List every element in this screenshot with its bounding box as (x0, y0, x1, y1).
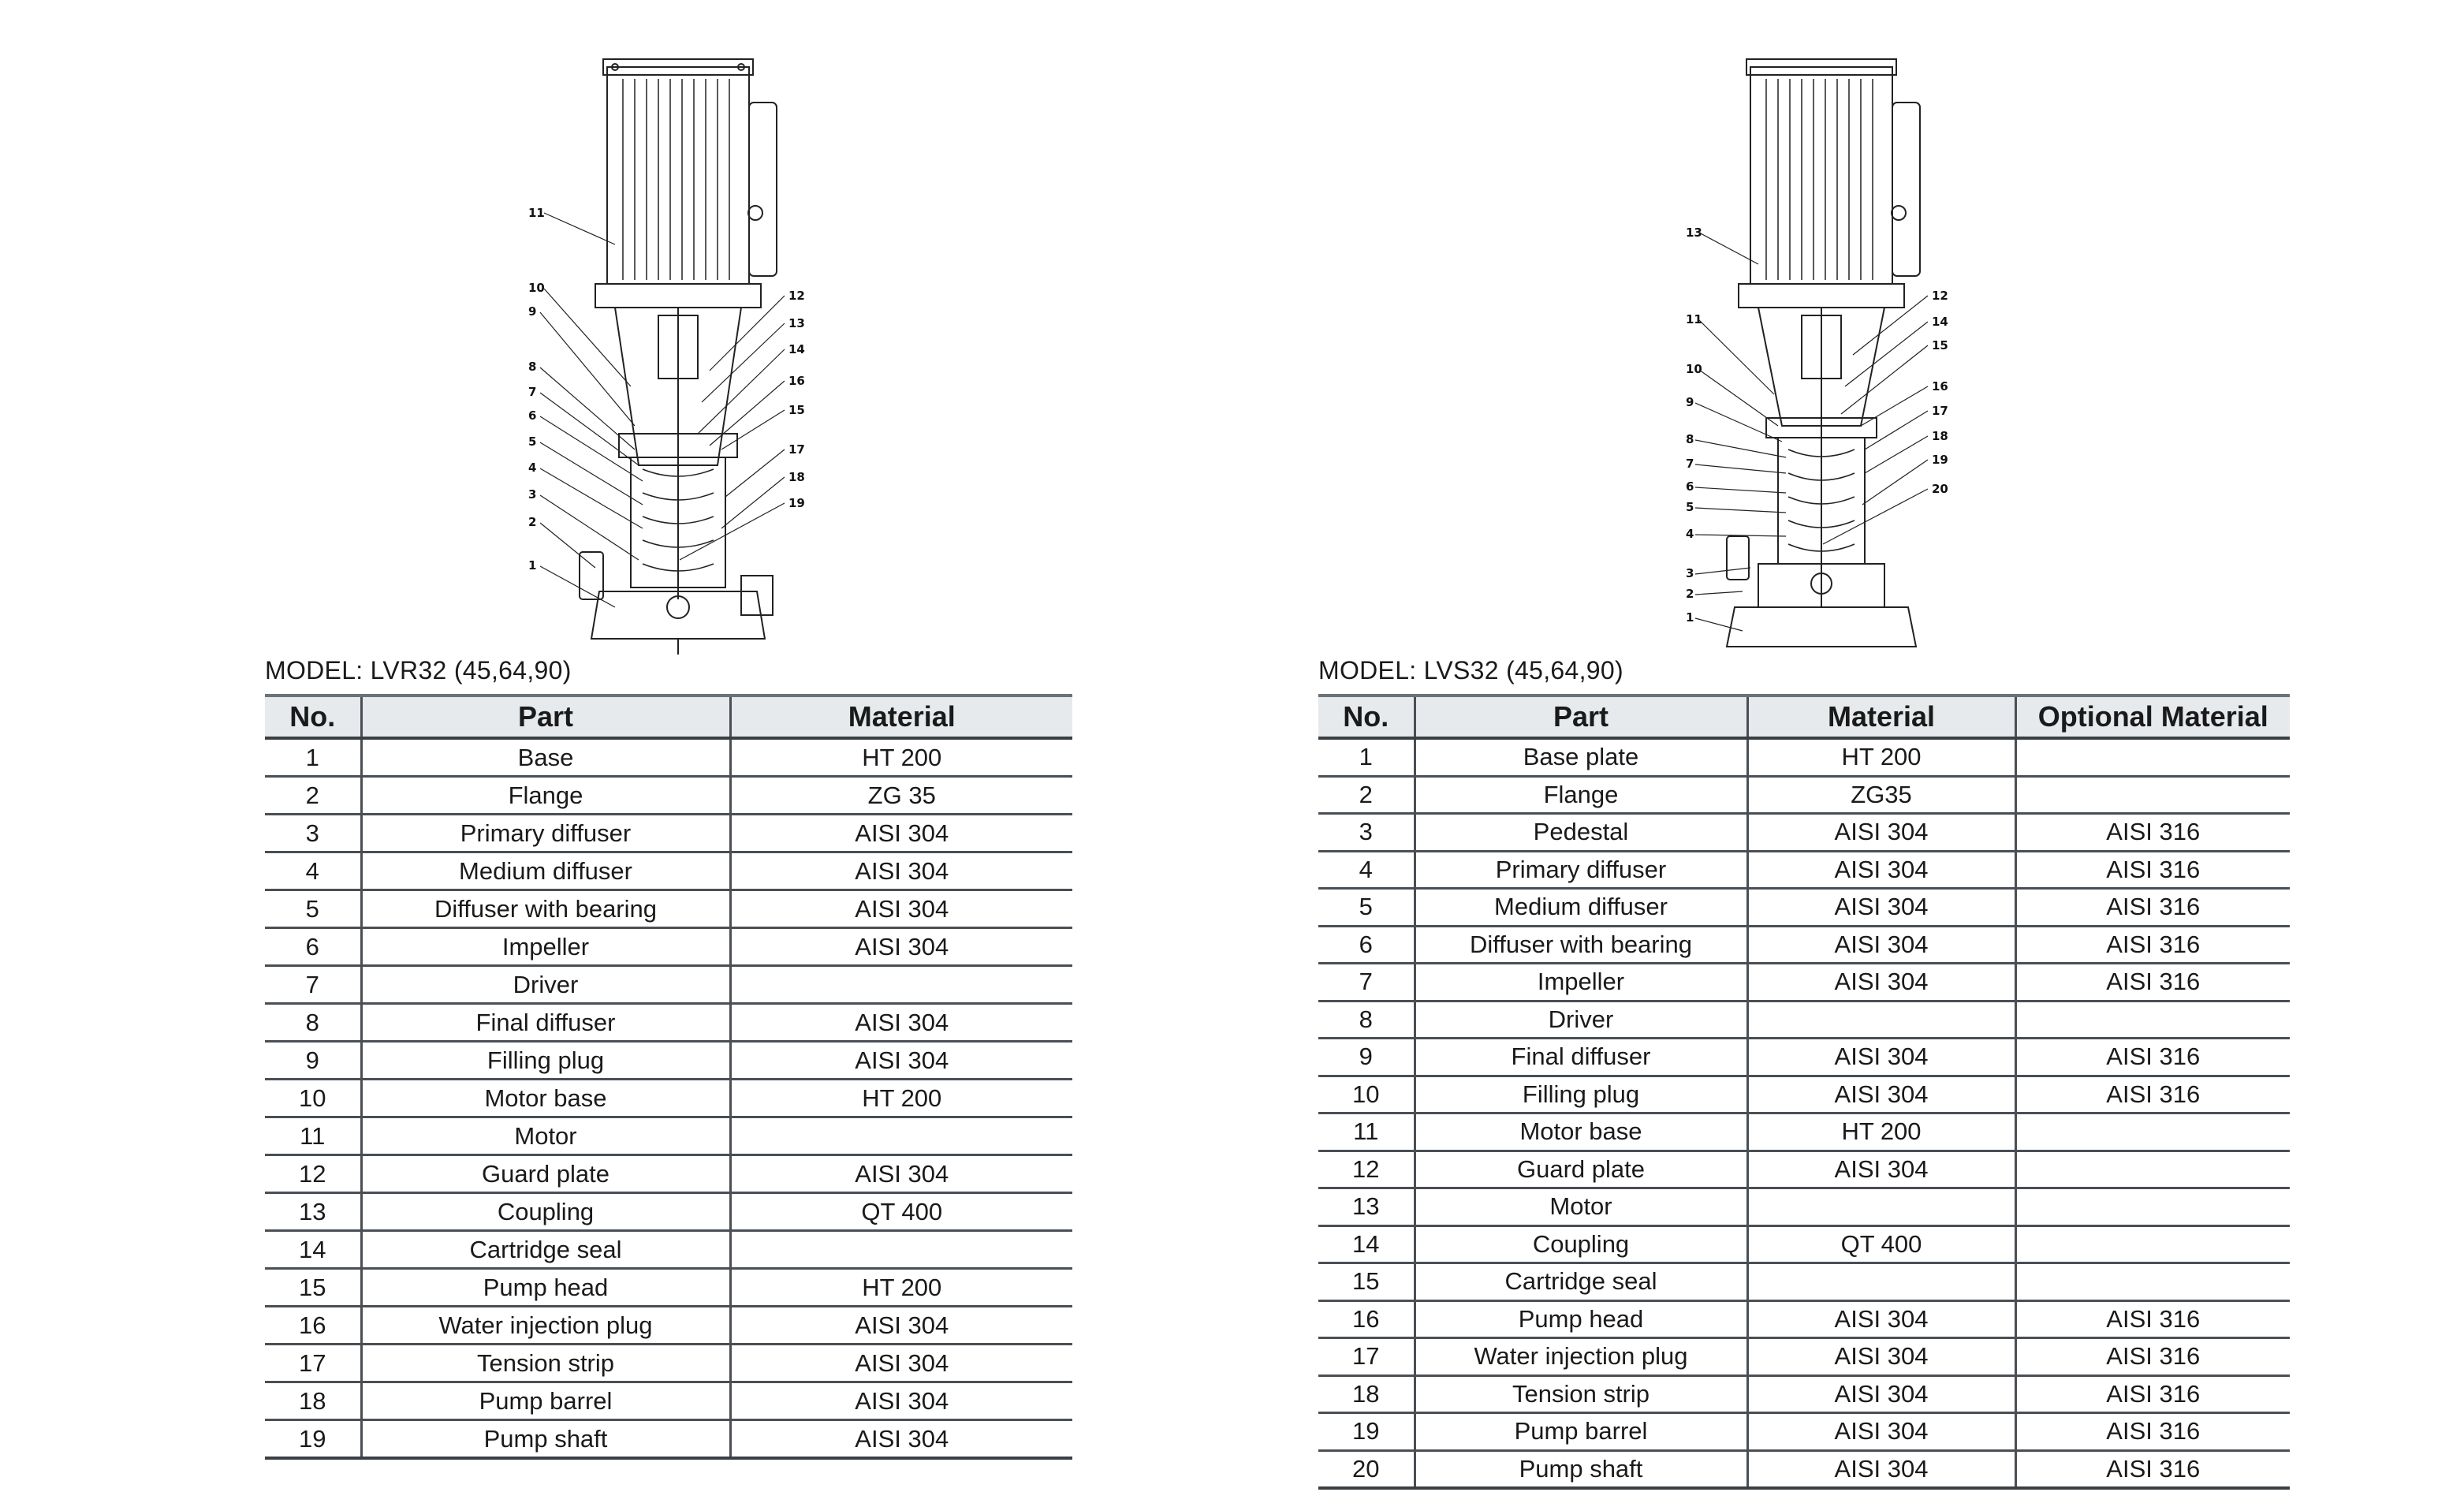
cell-part: Coupling (1415, 1225, 1747, 1263)
cell-part: Flange (1415, 776, 1747, 814)
cell-material: AISI 304 (730, 1382, 1072, 1420)
table-row (1318, 889, 2290, 927)
cell-no: 15 (1318, 1263, 1415, 1301)
cell-material: AISI 304 (730, 815, 1072, 852)
cell-part: Cartridge seal (361, 1231, 730, 1269)
svg-text:16: 16 (1932, 379, 1948, 394)
table-row (265, 852, 1072, 890)
cell-part: Filling plug (1415, 1076, 1747, 1113)
cell-material: AISI 304 (730, 1307, 1072, 1345)
cell-material: AISI 304 (1747, 1151, 2015, 1188)
cell-material: AISI 304 (1747, 1413, 2015, 1451)
svg-text:18: 18 (1932, 429, 1948, 443)
table-row (265, 1155, 1072, 1193)
table-row (265, 1117, 1072, 1155)
svg-text:17: 17 (1932, 404, 1948, 418)
cell-material: AISI 304 (730, 1420, 1072, 1459)
cell-optional-material: AISI 316 (2015, 1300, 2290, 1338)
svg-text:1: 1 (528, 558, 537, 573)
cell-material: AISI 304 (730, 928, 1072, 966)
svg-text:12: 12 (788, 289, 805, 303)
cell-optional-material: AISI 316 (2015, 1375, 2290, 1413)
cell-material (730, 1231, 1072, 1269)
table-row (1318, 851, 2290, 889)
svg-text:15: 15 (788, 403, 805, 417)
svg-text:9: 9 (528, 304, 537, 319)
cell-material: QT 400 (1747, 1225, 2015, 1263)
cell-part: Final diffuser (361, 1004, 730, 1042)
cell-material: HT 200 (730, 738, 1072, 777)
cell-material: HT 200 (730, 1269, 1072, 1307)
svg-text:9: 9 (1686, 395, 1694, 409)
cell-material: AISI 304 (1747, 1076, 2015, 1113)
cell-part: Coupling (361, 1193, 730, 1231)
svg-text:8: 8 (1686, 432, 1694, 446)
table-row (1318, 1113, 2290, 1151)
svg-text:2: 2 (1686, 587, 1694, 601)
cell-material: QT 400 (730, 1193, 1072, 1231)
cell-optional-material (2015, 1263, 2290, 1301)
cell-no: 18 (265, 1382, 361, 1420)
table-row (1318, 1338, 2290, 1376)
cell-optional-material (2015, 1113, 2290, 1151)
svg-text:3: 3 (1686, 566, 1694, 580)
cell-no: 4 (265, 852, 361, 890)
cell-no: 14 (265, 1231, 361, 1269)
terminal-box (749, 103, 777, 276)
svg-text:20: 20 (1932, 482, 1948, 496)
cell-part: Filling plug (361, 1042, 730, 1080)
cell-no: 2 (1318, 776, 1415, 814)
svg-text:16: 16 (788, 374, 805, 388)
cell-part: Motor base (1415, 1113, 1747, 1151)
cell-part: Pump shaft (361, 1420, 730, 1459)
svg-text:5: 5 (1686, 500, 1694, 514)
table-row (265, 1382, 1072, 1420)
cell-no: 1 (1318, 738, 1415, 776)
table-row (265, 1080, 1072, 1117)
cell-material: AISI 304 (1747, 889, 2015, 927)
table-row (265, 966, 1072, 1004)
cell-no: 19 (1318, 1413, 1415, 1451)
pump-schematic-svg (505, 55, 867, 655)
svg-text:11: 11 (1686, 312, 1702, 326)
cell-material: AISI 304 (1747, 1300, 2015, 1338)
parts-table-lvr32 (265, 694, 1072, 1460)
cell-material: ZG35 (1747, 776, 2015, 814)
cell-material: ZG 35 (730, 777, 1072, 815)
table-row (1318, 1375, 2290, 1413)
cell-no: 10 (265, 1080, 361, 1117)
cell-material: HT 200 (1747, 1113, 2015, 1151)
table-row (1318, 1039, 2290, 1076)
header-part: Part (361, 696, 730, 738)
cell-part: Medium diffuser (1415, 889, 1747, 927)
table-row (265, 738, 1072, 777)
cell-optional-material (2015, 776, 2290, 814)
cell-no: 15 (265, 1269, 361, 1307)
cell-material (730, 966, 1072, 1004)
cell-part: Water injection plug (1415, 1338, 1747, 1376)
cell-no: 2 (265, 777, 361, 815)
cell-optional-material: AISI 316 (2015, 1413, 2290, 1451)
cell-material (1747, 1001, 2015, 1039)
table-row (265, 928, 1072, 966)
cell-part: Base plate (1415, 738, 1747, 776)
cell-optional-material: AISI 316 (2015, 1338, 2290, 1376)
svg-text:10: 10 (528, 281, 545, 295)
cell-material: AISI 304 (730, 1155, 1072, 1193)
cell-part: Driver (361, 966, 730, 1004)
cell-no: 17 (265, 1345, 361, 1382)
svg-text:13: 13 (1686, 226, 1702, 240)
cell-optional-material: AISI 316 (2015, 814, 2290, 852)
cell-no: 12 (265, 1155, 361, 1193)
cell-part: Motor (1415, 1188, 1747, 1226)
callout-11: 11 (528, 206, 545, 220)
cell-part: Pump head (1415, 1300, 1747, 1338)
cell-part: Motor (361, 1117, 730, 1155)
cell-material: AISI 304 (1747, 851, 2015, 889)
cell-no: 18 (1318, 1375, 1415, 1413)
svg-text:12: 12 (1932, 289, 1948, 303)
cell-material: AISI 304 (730, 1042, 1072, 1080)
parts-table-lvs32 (1318, 694, 2290, 1490)
cell-part: Pump shaft (1415, 1450, 1747, 1488)
motor-housing (607, 67, 749, 284)
motor-housing (1750, 67, 1892, 284)
cell-part: Pedestal (1415, 814, 1747, 852)
svg-text:14: 14 (1932, 315, 1948, 329)
cell-material: AISI 304 (1747, 926, 2015, 964)
cell-part: Flange (361, 777, 730, 815)
cell-part: Cartridge seal (1415, 1263, 1747, 1301)
cell-no: 9 (265, 1042, 361, 1080)
cell-part: Base (361, 738, 730, 777)
pump-drawing-lvs32 (1648, 55, 2011, 655)
table-row (1318, 1001, 2290, 1039)
cell-optional-material: AISI 316 (2015, 851, 2290, 889)
cell-material: AISI 304 (1747, 1375, 2015, 1413)
svg-text:7: 7 (528, 385, 537, 399)
svg-text:17: 17 (788, 442, 805, 457)
cell-part: Guard plate (361, 1155, 730, 1193)
table-row (1318, 1450, 2290, 1488)
cell-no: 14 (1318, 1225, 1415, 1263)
cell-optional-material: AISI 316 (2015, 1039, 2290, 1076)
cell-no: 12 (1318, 1151, 1415, 1188)
cell-material: AISI 304 (1747, 964, 2015, 1002)
cell-part: Primary diffuser (361, 815, 730, 852)
cell-no: 11 (1318, 1113, 1415, 1151)
cell-optional-material: AISI 316 (2015, 1450, 2290, 1488)
table-row (265, 1042, 1072, 1080)
cell-optional-material (2015, 1151, 2290, 1188)
svg-text:18: 18 (788, 470, 805, 484)
cell-optional-material: AISI 316 (2015, 964, 2290, 1002)
table-row (265, 1004, 1072, 1042)
cell-no: 7 (1318, 964, 1415, 1002)
svg-text:15: 15 (1932, 338, 1948, 352)
cell-part: Pump barrel (361, 1382, 730, 1420)
svg-text:19: 19 (1932, 453, 1948, 467)
svg-text:3: 3 (528, 487, 537, 502)
table-row (265, 1231, 1072, 1269)
cell-material: AISI 304 (730, 1345, 1072, 1382)
table-row (265, 890, 1072, 928)
cell-part: Impeller (361, 928, 730, 966)
svg-text:6: 6 (1686, 479, 1694, 494)
cell-optional-material (2015, 1188, 2290, 1226)
header-part: Part (1415, 696, 1747, 738)
cell-no: 9 (1318, 1039, 1415, 1076)
cell-no: 16 (1318, 1300, 1415, 1338)
cell-no: 7 (265, 966, 361, 1004)
header-no: No. (1318, 696, 1415, 738)
cell-material: AISI 304 (1747, 1450, 2015, 1488)
table-row (1318, 1263, 2290, 1301)
table-row (1318, 1076, 2290, 1113)
cell-part: Pump head (361, 1269, 730, 1307)
cell-no: 8 (265, 1004, 361, 1042)
terminal-box (1892, 103, 1920, 276)
cell-optional-material: AISI 316 (2015, 926, 2290, 964)
svg-text:4: 4 (1686, 527, 1694, 541)
cell-optional-material: AISI 316 (2015, 889, 2290, 927)
header-material: Material (1747, 696, 2015, 738)
cell-no: 3 (265, 815, 361, 852)
svg-text:6: 6 (528, 408, 537, 423)
cell-no: 4 (1318, 851, 1415, 889)
pump-schematic-svg (1648, 55, 2011, 655)
cell-material (1747, 1263, 2015, 1301)
cell-optional-material (2015, 738, 2290, 776)
table-row (265, 1307, 1072, 1345)
cell-no: 1 (265, 738, 361, 777)
header-row (265, 696, 1072, 738)
cell-no: 3 (1318, 814, 1415, 852)
svg-text:19: 19 (788, 496, 805, 510)
cell-material (730, 1117, 1072, 1155)
table-row (1318, 1413, 2290, 1451)
table-row (265, 1420, 1072, 1459)
table-row (1318, 814, 2290, 852)
cell-no: 5 (265, 890, 361, 928)
svg-text:8: 8 (528, 360, 537, 374)
table-row (265, 815, 1072, 852)
cell-material: HT 200 (1747, 738, 2015, 776)
cell-optional-material (2015, 1225, 2290, 1263)
cell-no: 13 (265, 1193, 361, 1231)
cell-no: 11 (265, 1117, 361, 1155)
table-row (1318, 926, 2290, 964)
cell-part: Medium diffuser (361, 852, 730, 890)
table-row (265, 1193, 1072, 1231)
cell-no: 8 (1318, 1001, 1415, 1039)
cell-no: 13 (1318, 1188, 1415, 1226)
cell-part: Impeller (1415, 964, 1747, 1002)
cell-no: 16 (265, 1307, 361, 1345)
cell-material: AISI 304 (1747, 1338, 2015, 1376)
cell-optional-material (2015, 1001, 2290, 1039)
header-optional-material: Optional Material (2015, 696, 2290, 738)
table-row (265, 777, 1072, 815)
table-row (1318, 738, 2290, 776)
cell-part: Motor base (361, 1080, 730, 1117)
table-row (265, 1345, 1072, 1382)
svg-text:13: 13 (788, 316, 805, 330)
svg-text:2: 2 (528, 515, 537, 529)
cell-material: AISI 304 (1747, 1039, 2015, 1076)
cell-optional-material: AISI 316 (2015, 1076, 2290, 1113)
svg-text:5: 5 (528, 435, 537, 449)
svg-text:10: 10 (1686, 362, 1702, 376)
cell-no: 5 (1318, 889, 1415, 927)
svg-text:4: 4 (528, 461, 537, 475)
cell-no: 19 (265, 1420, 361, 1459)
cell-part: Water injection plug (361, 1307, 730, 1345)
svg-text:14: 14 (788, 342, 805, 356)
table-row (1318, 1188, 2290, 1226)
cell-material: HT 200 (730, 1080, 1072, 1117)
table-row (1318, 1300, 2290, 1338)
model-title-lvr32: MODEL: LVR32 (45,64,90) (265, 656, 572, 684)
model-title-lvs32: MODEL: LVS32 (45,64,90) (1318, 656, 1623, 684)
cell-material: AISI 304 (730, 852, 1072, 890)
cell-no: 6 (1318, 926, 1415, 964)
cell-no: 20 (1318, 1450, 1415, 1488)
cell-part: Diffuser with bearing (361, 890, 730, 928)
pump-drawing-lvr32 (505, 55, 867, 655)
cell-part: Final diffuser (1415, 1039, 1747, 1076)
header-material: Material (730, 696, 1072, 738)
cell-part: Tension strip (1415, 1375, 1747, 1413)
cell-material: AISI 304 (730, 1004, 1072, 1042)
header-row (1318, 696, 2290, 738)
cell-no: 6 (265, 928, 361, 966)
cell-part: Diffuser with bearing (1415, 926, 1747, 964)
cell-part: Guard plate (1415, 1151, 1747, 1188)
cell-material: AISI 304 (1747, 814, 2015, 852)
cell-part: Tension strip (361, 1345, 730, 1382)
header-no: No. (265, 696, 361, 738)
table-row (1318, 964, 2290, 1002)
cell-material (1747, 1188, 2015, 1226)
table-row (1318, 1225, 2290, 1263)
table-row (1318, 776, 2290, 814)
cell-material: AISI 304 (730, 890, 1072, 928)
svg-text:1: 1 (1686, 610, 1694, 625)
cell-no: 17 (1318, 1338, 1415, 1376)
svg-text:7: 7 (1686, 457, 1694, 471)
cell-part: Pump barrel (1415, 1413, 1747, 1451)
table-row (1318, 1151, 2290, 1188)
cell-part: Driver (1415, 1001, 1747, 1039)
table-row (265, 1269, 1072, 1307)
cell-part: Primary diffuser (1415, 851, 1747, 889)
cell-no: 10 (1318, 1076, 1415, 1113)
